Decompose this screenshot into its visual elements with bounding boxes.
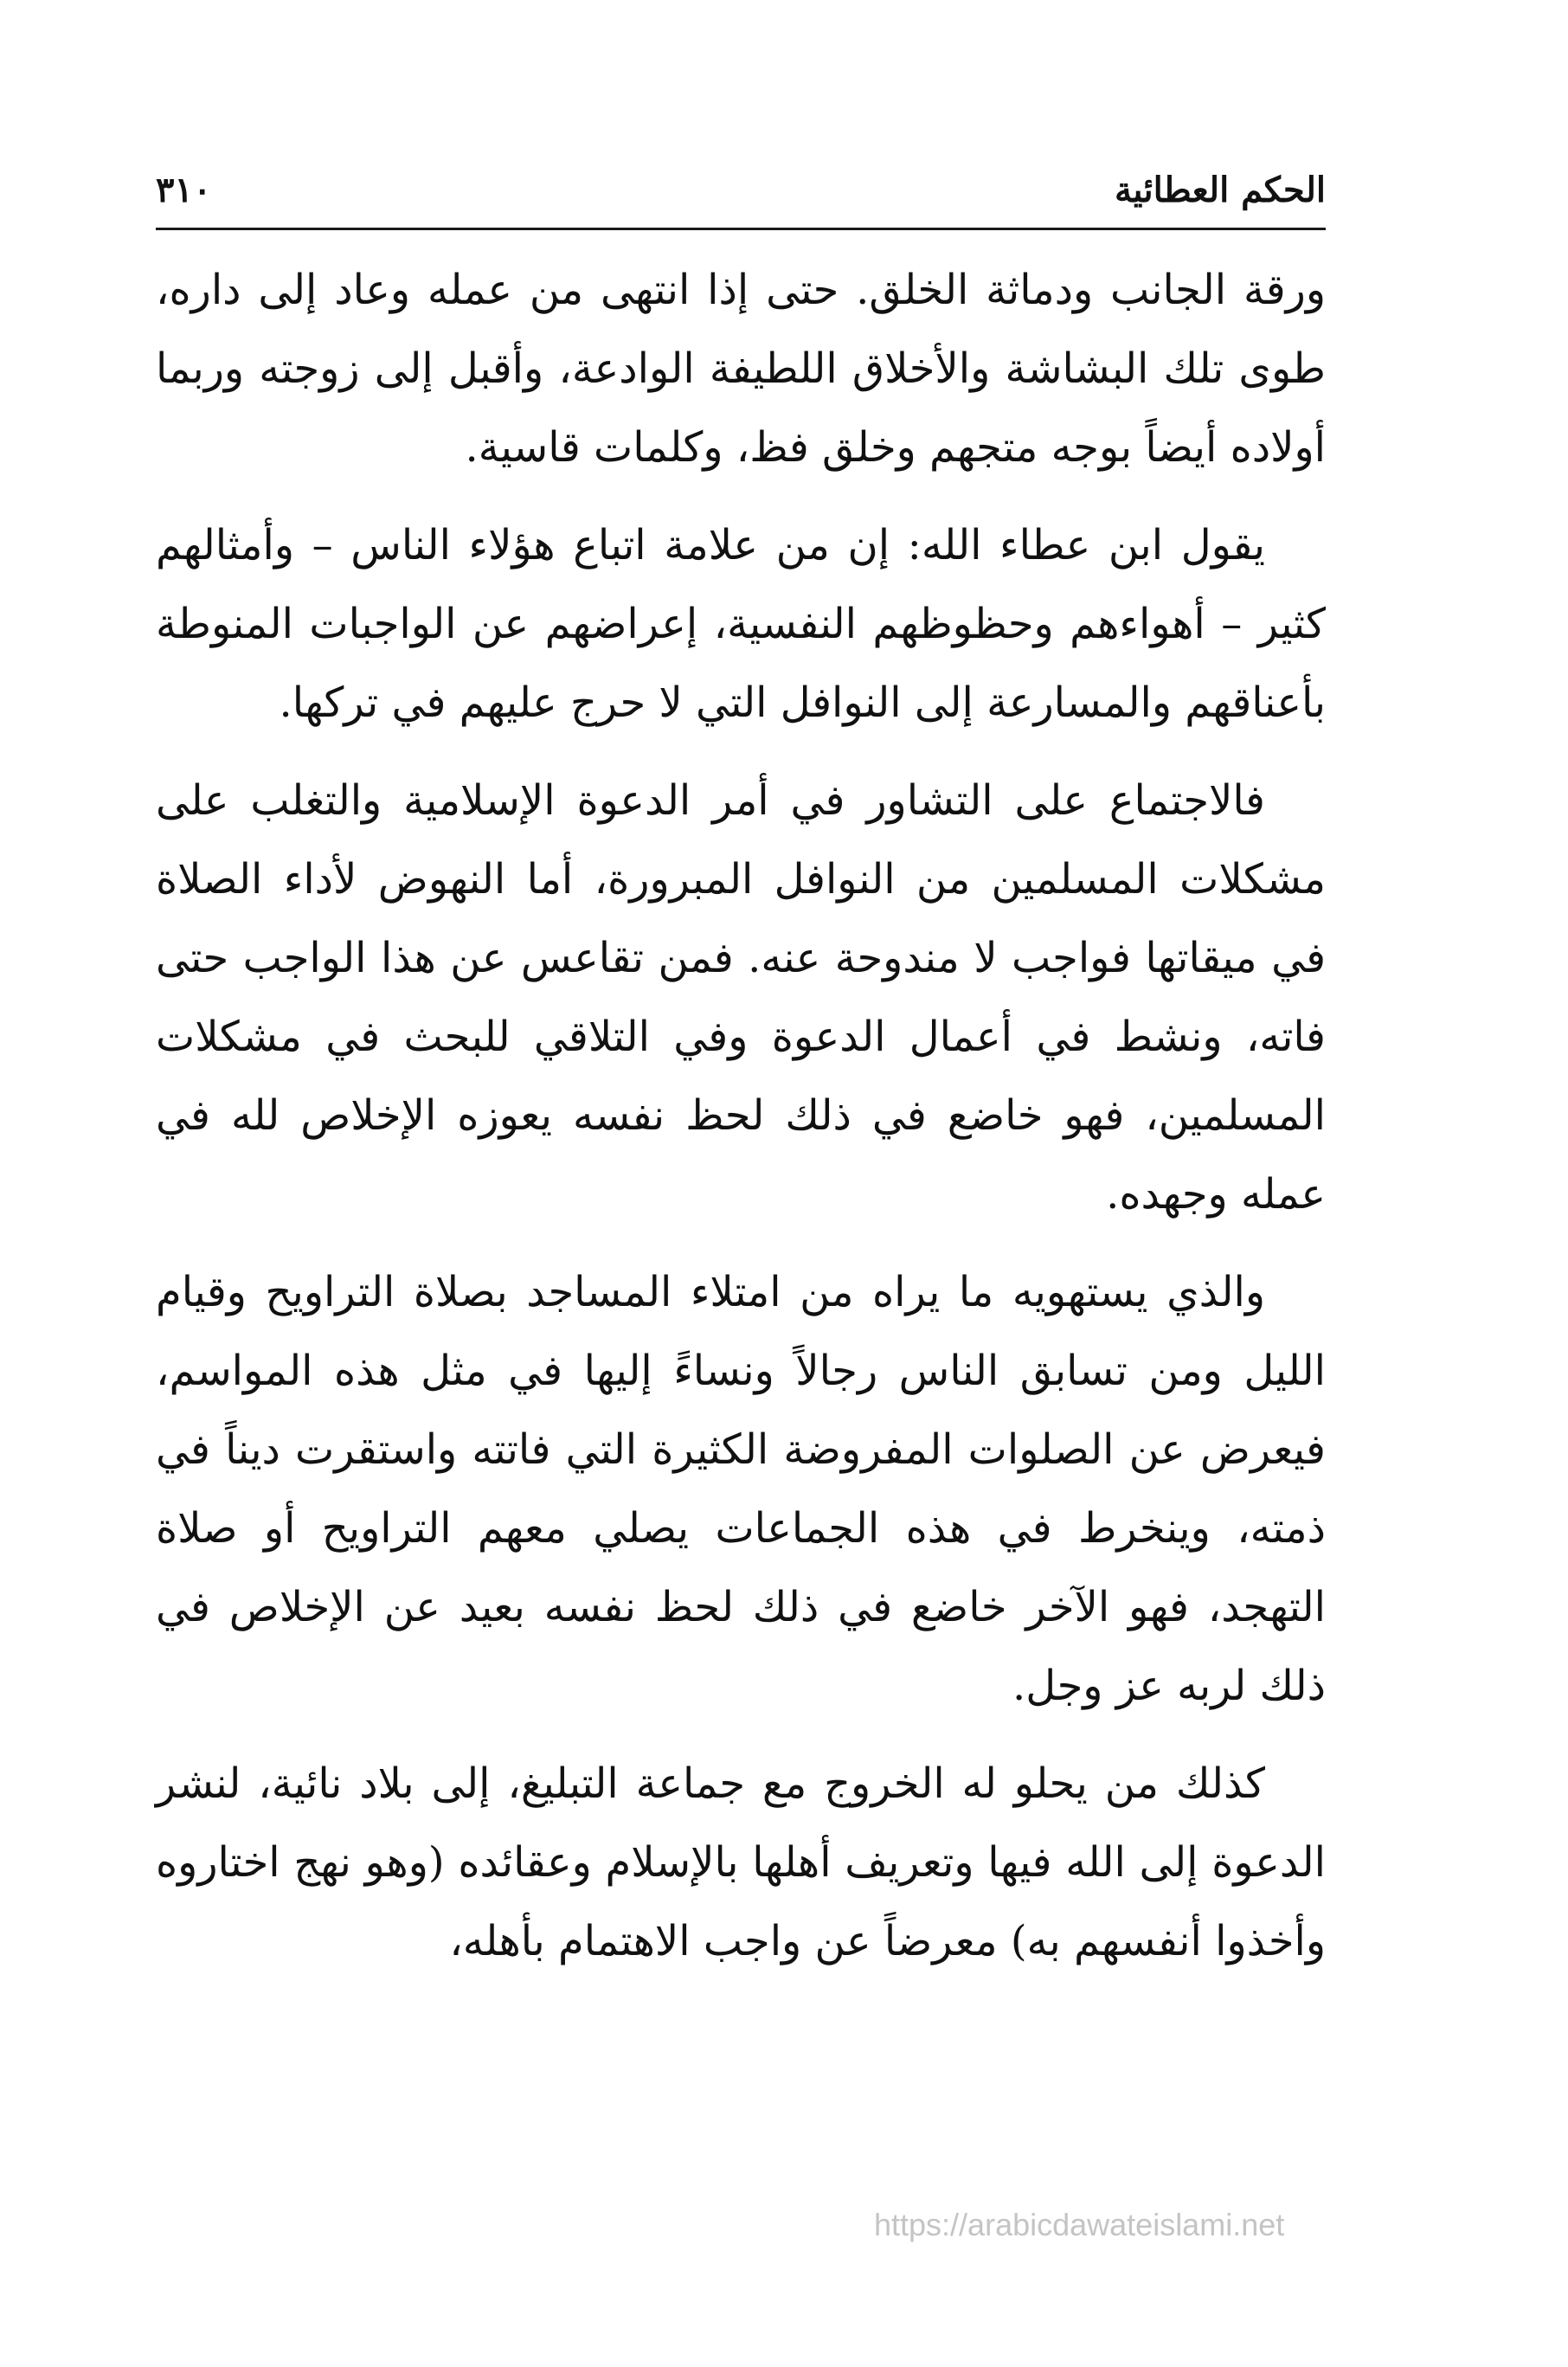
watermark-url: https://arabicdawateislami.net [874, 2207, 1285, 2242]
text-line: الدعوة إلى الله فيها وتعريف أهلها بالإسلام وعقائده (وهو نهج [293, 1838, 1326, 1887]
paragraph-1 [156, 251, 1326, 487]
text-line: ميقاتها فواجب لا مندوحة عنه. فمن تقاعس عن هذا الواجب حتى [156, 934, 1257, 982]
paragraph-4 [156, 1253, 1326, 1726]
text-line: مشكلات المسلمين من النوافل المبرورة، أما النهوض لأداء الصلاة في [156, 855, 1327, 982]
text-line: ذلك لربه عز وجل. [1012, 1662, 1326, 1710]
text-line: والذي يستهويه ما يراه من امتلاء المساجد بصلاة التراويح وقيام [156, 1268, 1265, 1316]
text-line: يقول ابن عطاء الله: إن من علامة اتباع هؤلاء الناس – وأمثالهم [156, 521, 1265, 569]
text-line: طوى تلك البشاشة والأخلاق اللطيفة الوادعة، وأقبل إلى زوجته وربما [156, 344, 1326, 393]
text-line: ذمته، وينخرط في هذه الجماعات يصلي معهم التراويح أو صلاة [156, 1504, 1326, 1553]
paragraph-3 [156, 762, 1326, 1234]
text-line: اختاروه وأخذوا أنفسهم به) معرضاً عن واجب الاهتمام بأهله، [156, 1838, 1326, 1965]
running-header [156, 156, 1326, 225]
text-line: كذلك من يحلو له الخروج مع جماعة التبليغ، إلى بلاد نائية، لنشر [156, 1759, 1266, 1808]
text-line: بأعناقهم والمسارعة إلى النوافل التي لا حرج عليهم في تركها. [279, 679, 1326, 727]
text-line: فيعرض عن الصلوات المفروضة الكثيرة التي فاتته واستقرت ديناً في [156, 1425, 1326, 1474]
text-line: فاته، ونشط في أعمال الدعوة وفي التلاقي للبحث في مشكلات [156, 1013, 1326, 1061]
running-title: الحكم العطائية [1114, 170, 1326, 210]
text-line: المسلمين، فهو خاضع في ذلك لحظ نفسه يعوزه الإخلاص لله في عمله [156, 1091, 1327, 1219]
text-line: أولاده أيضاً بوجه متجهم وخلق فظ، وكلمات قاسية. [465, 423, 1326, 472]
text-line: التهجد، فهو الآخر خاضع في ذلك لحظ نفسه بعيد عن الإخلاص في [156, 1583, 1326, 1631]
text-line: ورقة الجانب ودماثة الخلق. حتى إذا انتهى من عمله وعاد إلى داره، [156, 266, 1326, 314]
text-line: الليل ومن تسابق الناس رجالاً ونساءً إليها في مثل هذه المواسم، [156, 1347, 1326, 1395]
text-line: كثير – أهواءهم وحظوظهم النفسية، إعراضهم عن الواجبات المنوطة [156, 600, 1326, 648]
text-line: وجهده. [1106, 1170, 1228, 1219]
body-text [156, 251, 1326, 2000]
paragraph-5 [156, 1745, 1326, 1981]
page-number: ٣١٠ [156, 170, 212, 210]
text-line: فالاجتماع على التشاور في أمر الدعوة الإسلامية والتغلب على [156, 776, 1265, 825]
paragraph-2 [156, 506, 1326, 743]
header-rule [156, 228, 1326, 230]
